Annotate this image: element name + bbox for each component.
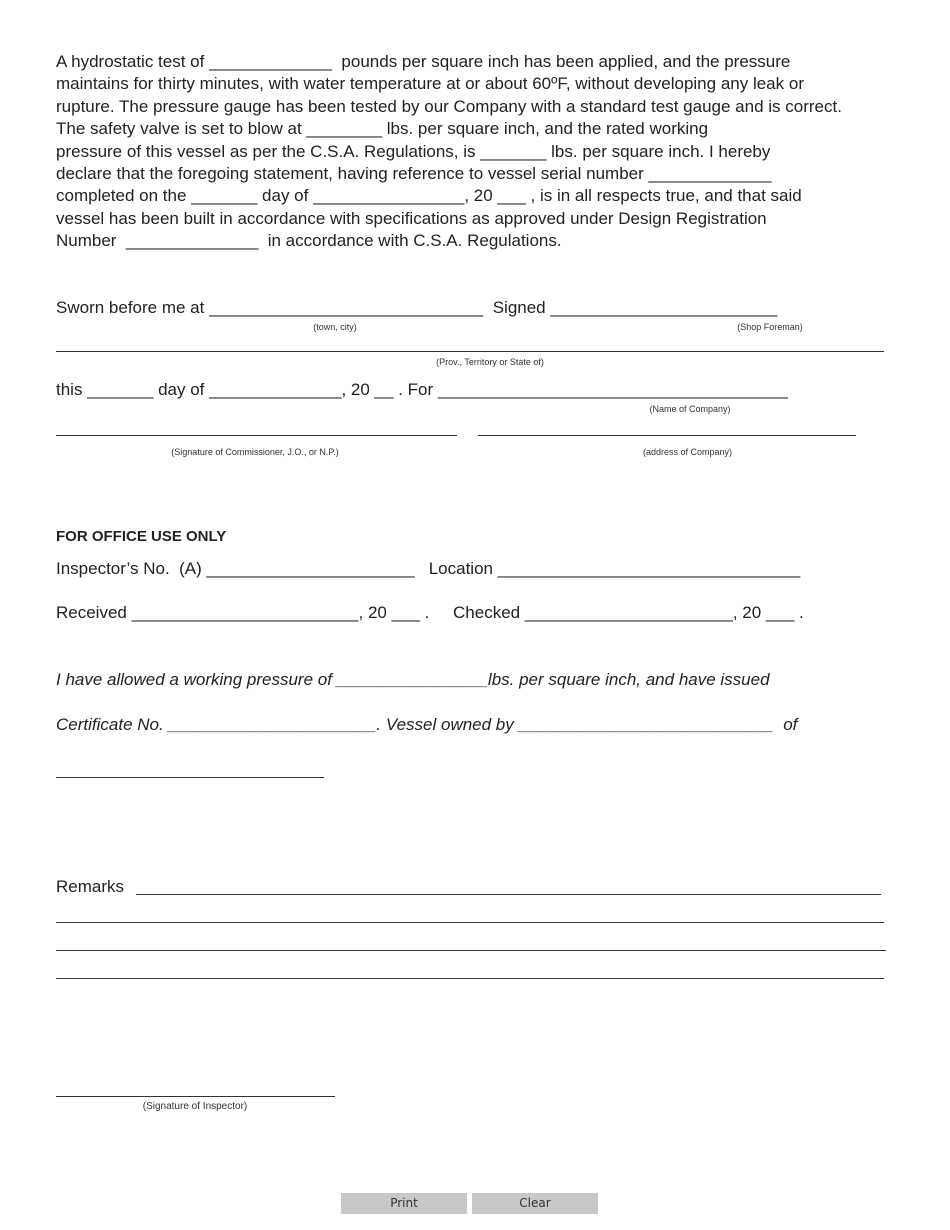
allowed-pressure-line: I have allowed a working pressure of ________________lbs. per square inch, and have issued [56, 670, 770, 689]
inspector-location-line: Inspector’s No. (A) ______________________ Location ________________________________ [56, 559, 801, 578]
shop-foreman-caption: (Shop Foreman) [737, 322, 803, 332]
remarks-line-4[interactable] [56, 978, 884, 979]
company-name-caption: (Name of Company) [649, 404, 731, 414]
declaration-line-3: rupture. The pressure gauge has been tested by our Company with a standard test gauge and is correct. [56, 97, 842, 116]
town-caption: (town, city) [313, 322, 357, 332]
declaration-line-7: completed on the _______ day of ________________, 20 ___ , is in all respects true, and that said [56, 186, 802, 205]
declaration-line-6: declare that the foregoing statement, having reference to vessel serial number _____________ [56, 164, 772, 183]
print-button[interactable]: Print [341, 1193, 467, 1214]
province-signature-line[interactable] [56, 351, 884, 352]
declaration-line-5: pressure of this vessel as per the C.S.A. Regulations, is _______ lbs. per square inch. I hereby [56, 142, 771, 161]
remarks-line-3[interactable] [56, 950, 886, 951]
sworn-line: Sworn before me at _____________________________ Signed ________________________ [56, 298, 778, 317]
owner-location-line[interactable] [56, 777, 324, 778]
received-checked-line: Received ________________________, 20 ___ . Checked ______________________, 20 ___ . [56, 603, 804, 622]
remarks-line-2[interactable] [56, 922, 884, 923]
certificate-line: Certificate No. ______________________. Vessel owned by ___________________________ of [56, 715, 798, 734]
office-use-heading: FOR OFFICE USE ONLY [56, 528, 227, 545]
date-company-line: this _______ day of ______________, 20 __ . For _____________________________________ [56, 380, 788, 399]
company-address-caption: (address of Company) [642, 447, 733, 457]
inspector-signature-line[interactable] [56, 1096, 335, 1097]
company-address-line[interactable] [478, 435, 856, 436]
province-caption: (Prov., Territory or State of) [436, 357, 544, 367]
inspector-signature-caption: (Signature of Inspector) [142, 1101, 248, 1112]
declaration-line-8: vessel has been built in accordance with specifications as approved under Design Registration [56, 209, 767, 228]
declaration-line-2: maintains for thirty minutes, with water temperature at or about 60ºF, without developing any leak or [56, 74, 804, 93]
declaration-line-9: Number ______________ in accordance with C.S.A. Regulations. [56, 231, 562, 250]
clear-button[interactable]: Clear [472, 1193, 598, 1214]
commissioner-caption: (Signature of Commissioner, J.O., or N.P.) [171, 447, 339, 457]
declaration-line-4: The safety valve is set to blow at ________ lbs. per square inch, and the rated working [56, 119, 709, 138]
declaration-line-1: A hydrostatic test of _____________ pounds per square inch has been applied, and the pressure [56, 52, 791, 71]
commissioner-signature-line[interactable] [56, 435, 457, 436]
remarks-line-1[interactable] [136, 894, 881, 895]
remarks-label: Remarks [56, 877, 125, 896]
